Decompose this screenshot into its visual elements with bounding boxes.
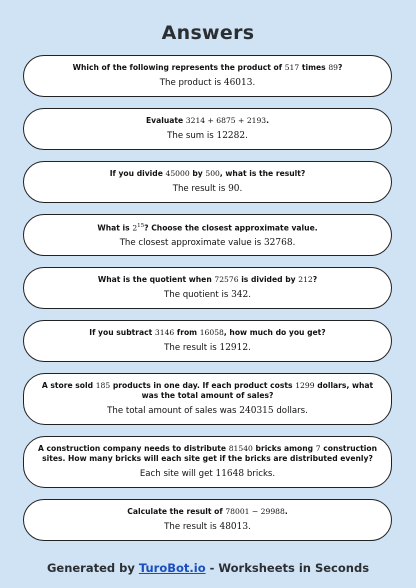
- answer-card-9: [23, 499, 392, 541]
- question-text: Which of the following represents the product of 517 times 89?: [72, 63, 343, 72]
- answer-text: The quotient is 342.: [164, 290, 251, 300]
- answer-text: The total amount of sales was 240315 dollars.: [107, 406, 308, 416]
- question-text: A store sold 185 products in one day. If each product costs 1299 dollars, what was the total amount of sales?: [41, 381, 374, 400]
- page-title: Answers: [161, 22, 255, 44]
- question-text: If you divide 45000 by 500, what is the result?: [109, 169, 306, 178]
- footer: Generated by TuroBot.io - Worksheets in Seconds: [46, 561, 370, 575]
- answer-text: The result is 48013.: [164, 522, 251, 532]
- answer-text: The result is 12912.: [164, 343, 251, 353]
- answer-card-8: [23, 436, 392, 488]
- answer-card-3: [23, 161, 392, 203]
- question-text: Calculate the result of 78001 − 29988.: [127, 507, 288, 516]
- question-text: A construction company needs to distribute 81540 bricks among 7 construction sites. How many bricks will each site get if the bricks are distributed evenly?: [37, 444, 378, 463]
- question-text: What is the quotient when 72576 is divided by 212?: [97, 275, 318, 284]
- answer-text: Each site will get 11648 bricks.: [139, 469, 276, 479]
- answer-card-5: [23, 267, 392, 309]
- question-text: Evaluate 3214 + 6875 + 2193.: [145, 116, 270, 125]
- question-text: If you subtract 3146 from 16058, how much do you get?: [89, 328, 326, 337]
- answer-card-7: [23, 373, 392, 425]
- question-text: What is $2^{15}$? Choose the closest approximate value.: [97, 222, 318, 233]
- answer-text: The closest approximate value is 32768.: [119, 238, 296, 249]
- answer-card-1: [23, 55, 392, 97]
- answer-text: The result is 90.: [172, 184, 243, 194]
- answer-card-2: [23, 108, 392, 150]
- answer-text: The product is 46013.: [159, 78, 256, 88]
- answer-text: The sum is 12282.: [167, 131, 248, 141]
- turobot-link[interactable]: TuroBot.io: [138, 561, 206, 575]
- answer-card-4: [23, 214, 392, 256]
- answer-card-6: [23, 320, 392, 362]
- answer-list: [23, 55, 392, 552]
